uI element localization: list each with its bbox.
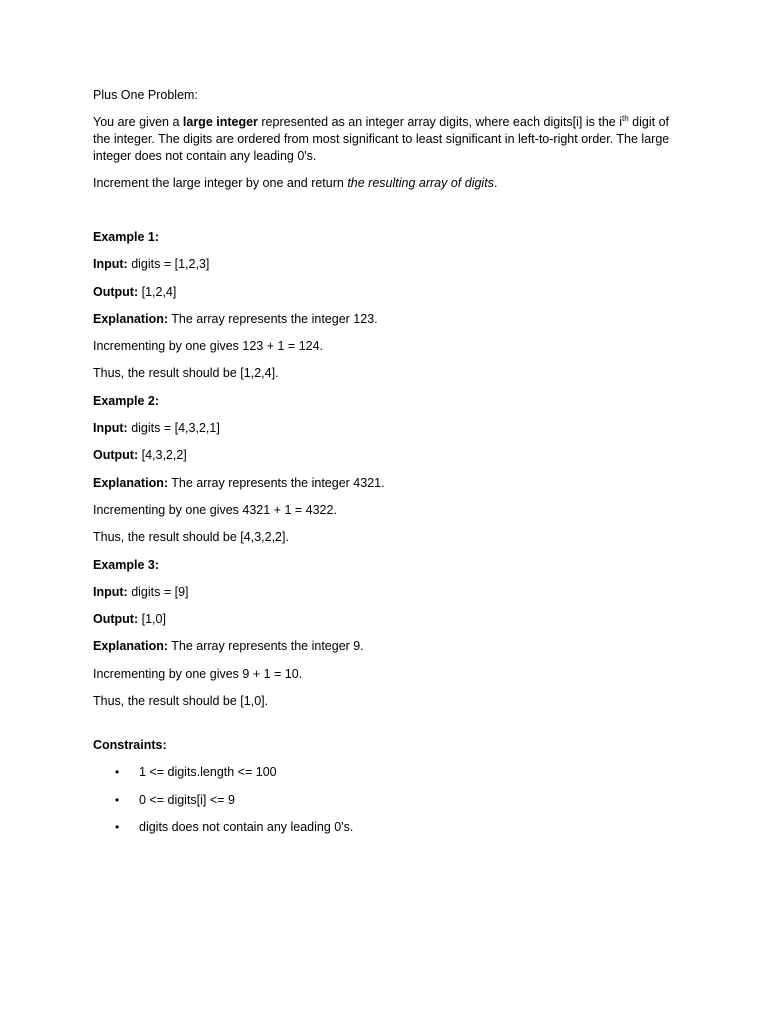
example-3-section (93, 557, 683, 710)
input-label: Input: (93, 584, 128, 599)
example-2-section (93, 393, 683, 546)
problem-task-paragraph (93, 175, 683, 192)
problem-title: Plus One Problem: (93, 88, 198, 102)
task-text-2: . (493, 176, 498, 190)
constraints-heading-text: Constraints: (93, 738, 167, 753)
input-label: Input: (93, 421, 128, 436)
example-heading (93, 393, 683, 410)
input-value: digits = [1,2,3] (127, 257, 210, 272)
constraints-list (93, 764, 683, 836)
explanation-label: Explanation: (93, 311, 169, 326)
example-input-line (93, 256, 683, 273)
output-label: Output: (93, 612, 139, 627)
output-value: [1,2,4] (138, 284, 177, 299)
output-value: [4,3,2,2] (138, 448, 187, 463)
explanation-label: Explanation: (93, 475, 169, 490)
explanation-value: The array represents the integer 4321. (168, 475, 385, 490)
input-value: digits = [4,3,2,1] (127, 421, 220, 436)
constraints-heading (93, 737, 683, 754)
task-italic-text: the resulting array of digits (347, 176, 494, 190)
example-heading (93, 557, 683, 574)
example-input-line (93, 420, 683, 437)
intro-text-2: represented as an integer array digits, where each digits[i] is the i (257, 115, 623, 129)
example-result-line: Thus, the result should be [1,2,4]. (93, 366, 279, 381)
explanation-value: The array represents the integer 123. (168, 311, 378, 326)
constraint-item (93, 764, 683, 781)
example-explanation-line (93, 475, 683, 492)
problem-intro-paragraph (93, 114, 683, 165)
example-heading (93, 229, 683, 246)
constraints-section (93, 737, 683, 836)
explanation-value: The array represents the integer 9. (168, 639, 364, 654)
intro-superscript: th (622, 113, 629, 123)
example-heading-text: Example 2: (93, 393, 160, 408)
example-input-line (93, 584, 683, 601)
constraint-text: 1 <= digits.length <= 100 (139, 765, 277, 780)
task-text-1: Increment the large integer by one and return (93, 176, 348, 190)
output-label: Output: (93, 448, 139, 463)
example-explanation-line (93, 638, 683, 655)
constraint-text: 0 <= digits[i] <= 9 (139, 792, 235, 807)
bullet-icon: • (115, 819, 120, 834)
example-increment-line: Incrementing by one gives 123 + 1 = 124. (93, 339, 324, 354)
example-explanation-line (93, 311, 683, 328)
example-result-line: Thus, the result should be [4,3,2,2]. (93, 530, 289, 545)
example-output-line (93, 447, 683, 464)
example-increment-line: Incrementing by one gives 9 + 1 = 10. (93, 666, 303, 681)
constraint-item (93, 819, 683, 836)
input-label: Input: (93, 257, 128, 272)
example-heading-text: Example 3: (93, 557, 160, 572)
intro-text-1: You are given a (93, 115, 183, 129)
example-output-line (93, 611, 683, 628)
intro-bold-large-integer: large integer (182, 115, 258, 129)
constraint-text: digits does not contain any leading 0's. (139, 819, 354, 834)
intro-text-3: digit of the integer. The digits are ordered from most significant to least significant in left-to-right order. The large integer does not contain any leading 0's. (93, 115, 670, 163)
bullet-icon: • (115, 792, 120, 807)
document-body (93, 87, 683, 846)
input-value: digits = [9] (127, 584, 189, 599)
example-1-section (93, 229, 683, 382)
output-label: Output: (93, 284, 139, 299)
constraint-item (93, 792, 683, 809)
bullet-icon: • (115, 765, 120, 780)
example-output-line (93, 284, 683, 301)
example-result-line: Thus, the result should be [1,0]. (93, 694, 269, 709)
example-increment-line: Incrementing by one gives 4321 + 1 = 4322. (93, 502, 337, 517)
example-heading-text: Example 1: (93, 230, 160, 244)
output-value: [1,0] (138, 612, 166, 627)
explanation-label: Explanation: (93, 639, 169, 654)
